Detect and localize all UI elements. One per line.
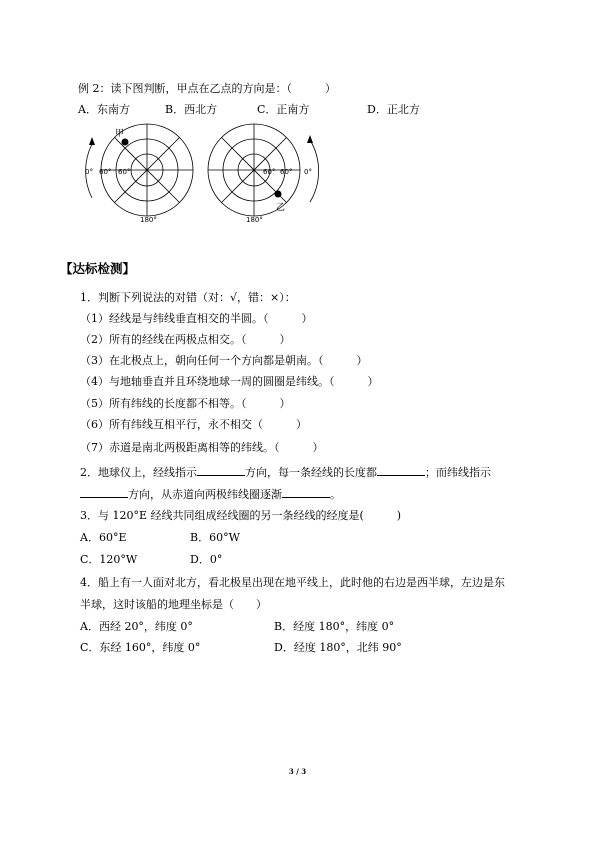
q1-item-2: （2）所有的经线在两极点相交。（ ） <box>80 333 291 346</box>
q2-text-4: 方向，从赤道向两极纬线圈逐渐 <box>128 488 282 501</box>
left-rotation-arrow-icon <box>89 137 95 145</box>
point-yi-dot <box>275 191 282 198</box>
q2-blank-3 <box>80 486 128 498</box>
q2-line-1 <box>80 464 491 480</box>
section-title: 【达标检测】 <box>60 261 136 276</box>
left-lon-label-3: 60° <box>118 168 131 176</box>
point-jia-label: 甲 <box>115 129 125 139</box>
q4-option-c: C．东经 160°，纬度 0° <box>80 641 201 654</box>
right-lon-label-2: 60° <box>280 168 293 176</box>
point-yi-label: 乙 <box>276 203 286 213</box>
q3-option-a: A．60°E <box>80 531 127 544</box>
q2-text-2: 方向，每一条经线的长度都 <box>245 466 377 479</box>
q4-option-b: B．经度 180°，纬度 0° <box>274 620 395 633</box>
q1-item-3: （3）在北极点上，朝向任何一个方向都是朝南。（ ） <box>80 354 368 367</box>
q2-line-2 <box>80 486 341 502</box>
example2-option-c: C．正南方 <box>257 103 310 116</box>
q1-item-5: （5）所有纬线的长度都不相等。（ ） <box>80 397 291 410</box>
right-rotation-arrow-icon <box>307 135 313 143</box>
example2-question: 例 2：读下图判断，甲点在乙点的方向是：（ ） <box>78 82 336 95</box>
q2-text-5: 。 <box>330 488 341 501</box>
right-bottom-lon-label: 180° <box>246 216 263 222</box>
left-bottom-lon-label: 180° <box>140 216 157 222</box>
polar-projection-diagram <box>62 122 332 222</box>
example2-option-a: A．东南方 <box>78 103 130 116</box>
page-number: 3 / 3 <box>288 767 307 776</box>
q1-item-4: （4）与地轴垂直并且环绕地球一周的圆圈是纬线。（ ） <box>80 375 379 388</box>
point-jia-dot <box>122 139 129 146</box>
left-lon-label-2: 60° <box>99 168 112 176</box>
q4-stem-line-1: 4．船上有一人面对北方，看北极星出现在地平线上，此时他的右边是西半球，左边是东 <box>80 576 505 589</box>
q2-blank-2 <box>377 464 425 476</box>
q3-option-b: B．60°W <box>190 531 240 544</box>
q3-option-d: D．0° <box>190 553 223 566</box>
q1-item-1: （1）经线是与纬线垂直相交的半圆。（ ） <box>80 312 313 325</box>
q1-item-7: （7）赤道是南北两极距离相等的纬线。（ ） <box>80 441 324 454</box>
q3-stem: 3．与 120°E 经线共同组成经线圈的另一条经线的经度是( ) <box>80 509 402 522</box>
q1-stem: 1．判断下列说法的对错（对：√，错：×）： <box>80 291 296 304</box>
q2-text-3: ；而纬线指示 <box>425 466 491 479</box>
q2-blank-4 <box>282 486 330 498</box>
example2-option-b: B．西北方 <box>165 103 218 116</box>
left-lon-label-1: 0° <box>85 168 93 176</box>
q1-item-6: （6）所有纬线互相平行，永不相交（ ） <box>80 418 307 431</box>
q2-text-1: 2．地球仪上，经线指示 <box>80 466 197 479</box>
right-lon-label-1: 60° <box>263 168 276 176</box>
q4-option-a: A．西经 20°，纬度 0° <box>80 620 193 633</box>
q3-option-c: C．120°W <box>80 553 138 566</box>
q4-option-d: D．经度 180°，北纬 90° <box>274 641 402 654</box>
right-side-lon-label: 0° <box>304 168 312 176</box>
q2-blank-1 <box>197 464 245 476</box>
q4-stem-line-2: 半球，这时该船的地理坐标是（ ） <box>80 598 267 611</box>
example2-option-d: D．正北方 <box>367 103 420 116</box>
